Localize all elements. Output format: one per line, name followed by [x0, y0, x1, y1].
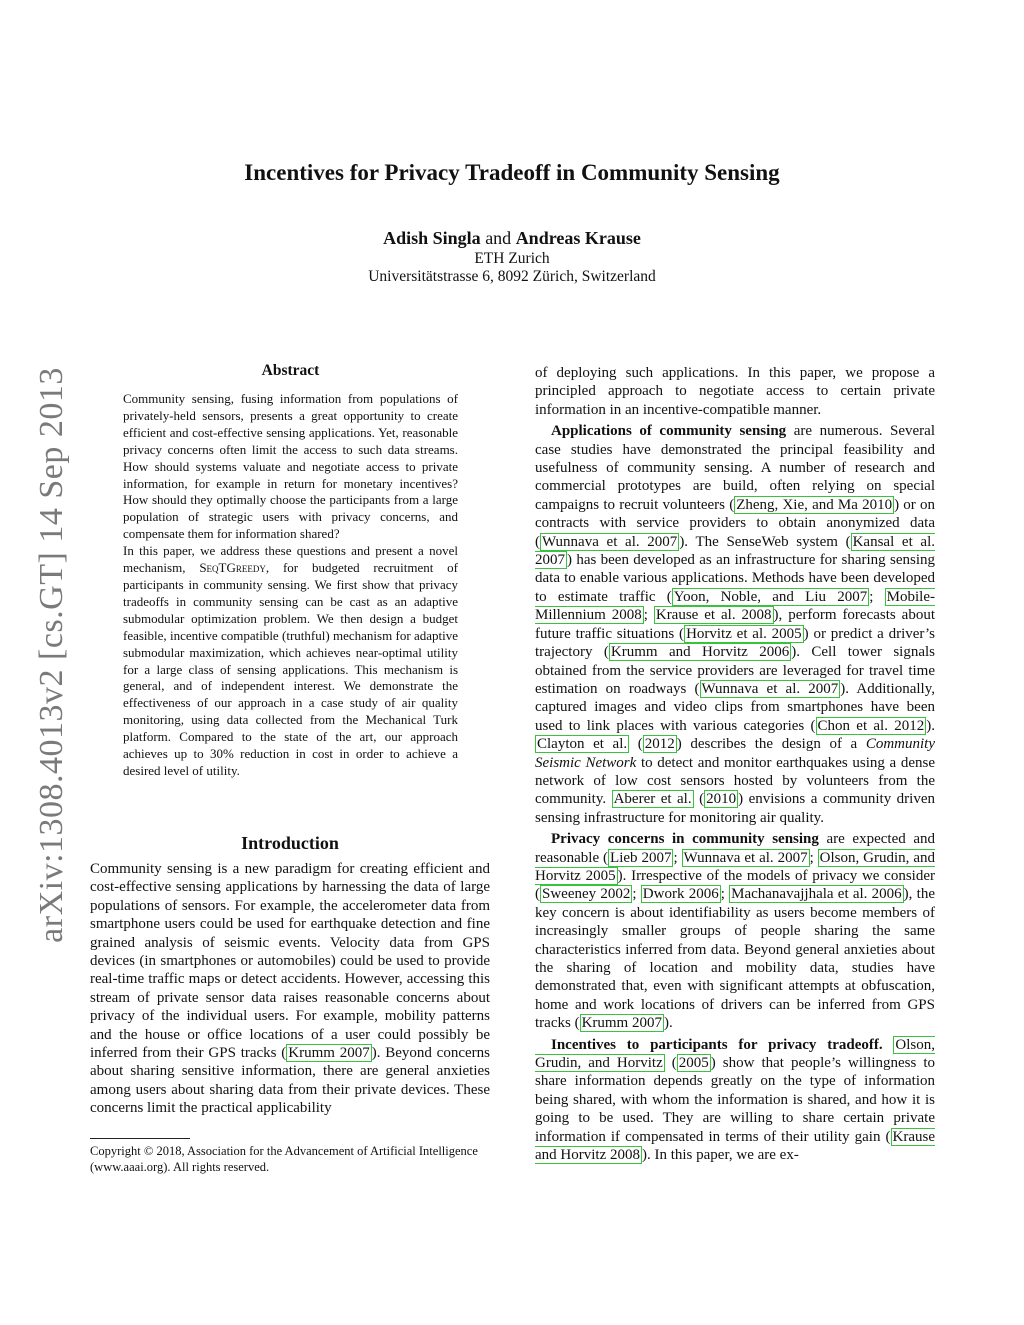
citation-link[interactable]: Yoon, Noble, and Liu 2007	[673, 588, 868, 605]
citation-link[interactable]: Krause and Horvitz 2008	[535, 1128, 935, 1164]
citation-link[interactable]: Aberer et al.	[613, 791, 692, 808]
section-heading-introduction: Introduction	[241, 833, 339, 853]
citation-link[interactable]: Kansal et al. 2007	[535, 533, 935, 569]
footnote-rule	[90, 1138, 190, 1139]
paragraph: of deploying such applications. In this paper, we propose a principled approach to negotiate access to certain private information in an incentive-compatible manner.	[535, 365, 935, 418]
citation-link[interactable]: Lieb 2007	[610, 849, 672, 866]
citation-link[interactable]: 2005	[678, 1055, 709, 1072]
citation-link[interactable]: Krumm 2007	[581, 1015, 662, 1032]
author-name: Adish Singla	[383, 228, 481, 248]
abstract-paragraph: Community sensing, fusing information from populations of privately-held sensors, presents a great opportunity to create efficient and cost-effective sensing applications. Yet, reasonable privacy concerns often limit the access to such data streams. How should systems valuate and negotiate access to private information, for example in return for monetary incentives? How should they optimally choose the participants from a large population of strategic users with privacy concerns, and compensate them for information shared?	[123, 391, 458, 542]
citation-link[interactable]: Horvitz et al. 2005	[686, 625, 802, 642]
author-conjunction: and	[485, 228, 512, 248]
left-column-body	[90, 860, 490, 1118]
citation-link[interactable]: Dwork 2006	[642, 886, 719, 903]
citation-link[interactable]: Wunnava et al. 2007	[683, 849, 808, 866]
paragraph-heading: Privacy concerns in community sensing	[551, 831, 819, 848]
author-line	[0, 228, 1024, 249]
citation-link[interactable]: Clayton et al.	[537, 736, 628, 753]
mechanism-name: SeqTGreedy	[199, 560, 266, 576]
citation-link[interactable]: Krumm 2007	[288, 1045, 370, 1062]
author-name: Andreas Krause	[515, 228, 641, 248]
abstract-section	[123, 362, 458, 780]
citation-link[interactable]: Olson, Grudin, and Horvitz	[535, 1036, 935, 1072]
abstract-heading: Abstract	[261, 362, 320, 379]
citation-link[interactable]: Zheng, Xie, and Ma 2010	[736, 496, 893, 513]
intro-paragraph: Community sensing is a new paradigm for creating efficient and cost-effective sensing applications by harnessing the data of large populations of sensors. For example, the accelerometer data from smartphone users could be used for earthquake detection and fine grained analysis of seismic events. Velocity data from GPS devices (in smartphones or automobiles) could be used to provide real-time traffic maps or detect accidents. However, accessing this stream of private sensor data raises reasonable concerns about privacy of the individual users. For example, mobility patterns and the house or office locations of a user could possibly be inferred from their GPS tracks ( Krumm 2007 ). Beyond concerns about sharing sensitive information, there are general anxieties among users about sharing data from their private devices. These concerns limit the practical applicability	[90, 861, 490, 1117]
institution: ETH Zurich	[474, 250, 550, 267]
address: Universitätstrasse 6, 8092 Zürich, Switzerland	[368, 268, 656, 285]
citation-link[interactable]: Olson, Grudin, and Horvitz 2005	[535, 849, 935, 884]
paragraph-applications: Applications of community sensing are numerous. Several case studies have demonstrated the principal feasibility and usefulness of community sensing. A number of research and commercial prototypes are build, often relying on special campaigns to recruit volunteers ( Zheng, Xie, and Ma 2010 ) or on contracts with service providers to obtain anonymized data ( Wunnava et al. 2007 ). The SenseWeb system ( Kansal et al. 2007 ) has been developed as an infrastructure for sharing sensing data to enable various applications. Methods have been developed to estimate traffic ( Yoon, Noble, and Liu 2007 ; Mobile-Millennium 2008 ; Krause et al. 2008 ), perform forecasts about future traffic situations ( Horvitz et al. 2005 ) or predict a driver’s trajectory ( Krumm and Horvitz 2006 ). Cell tower signals obtained from the service providers are leveraged for travel time estimation on roadways ( Wunnava et al. 2007 ). Additionally, captured images and video clips from smartphones have been used to link places with various categories ( Chon et al. 2012 ). Clayton et al. ( 2012 ) describes the design of a Community Seismic Network to detect and monitor earthquakes using a dense network of low cost sensors hosted by volunteers from the community. Aberer et al. ( 2010 ) envisions a community driven sensing infrastructure for monitoring air quality.	[535, 423, 936, 826]
citation-link[interactable]: Wunnava et al. 2007	[542, 533, 678, 550]
abstract-paragraph: In this paper, we address these questions and present a novel mechanism, SeqTGreedy, for budgeted recruitment of participants in community sensing. We first show that privacy tradeoffs in community sensing can be cast as an adaptive submodular optimization problem. We then design a budget feasible, incentive compatible (truthful) mechanism for adaptive submodular maximization, which achieves near-optimal utility for a large class of sensing applications. This mechanism is general, and of independent interest. We demonstrate the effectiveness of our approach in a case study of air quality monitoring, using data collected from the Mechanical Turk platform. Compared to the state of the art, our approach achieves up to 30% reduction in cost in order to achieve a desired level of utility.	[123, 543, 459, 778]
citation-link[interactable]: Chon et al. 2012	[817, 717, 925, 734]
paper-title: Incentives for Privacy Tradeoff in Community Sensing	[244, 160, 780, 185]
citation-link[interactable]: Wunnava et al. 2007	[701, 680, 839, 697]
citation-link[interactable]: Mobile-Millennium 2008	[535, 588, 935, 624]
citation-link[interactable]: 2010	[706, 791, 737, 808]
paragraph-incentives: Incentives to participants for privacy tradeoff. Olson, Grudin, and Horvitz ( 2005 ) show that people’s willingness to share information depends greatly on the type of information being shared, with whom the information is shared, and how it is going to be used. They are willing to share certain private information if compensated in terms of their utility gain ( Krause and Horvitz 2008 ). In this paper, we are ex-	[535, 1036, 935, 1164]
citation-link[interactable]: 2012	[644, 736, 675, 753]
paragraph-heading: Incentives to participants for privacy tradeoff.	[551, 1036, 883, 1053]
citation-link[interactable]: Krause et al. 2008	[655, 607, 772, 624]
citation-link[interactable]: Krumm and Horvitz 2006	[610, 644, 790, 661]
paragraph-privacy: Privacy concerns in community sensing are expected and reasonable ( Lieb 2007 ; Wunnava et al. 2007 ; Olson, Grudin, and Horvitz 2005 ). Irrespective of the models of privacy we consider ( Sweeney 2002 ; Dwork 2006 ; Machanavajjhala et al. 2006 ), the key concern is about identifiability as users become members of increasingly smaller groups of people sharing the same characteristics inferred from data. Beyond general anxieties about the sharing of location and mobility data, studies have demonstrated that, even with significant attempts at obfuscation, home and work locations of drivers can be inferred from GPS tracks ( Krumm 2007 ).	[535, 831, 935, 1032]
citation-link[interactable]: Sweeney 2002	[542, 886, 631, 903]
paragraph-heading: Applications of community sensing	[551, 423, 787, 440]
copyright-footnote: Copyright © 2018, Association for the Advancement of Artificial Intelligence (www.aaai.org). All rights reserved.	[90, 1138, 490, 1175]
citation-link[interactable]: Machanavajjhala et al. 2006	[731, 886, 902, 903]
right-column-body	[535, 364, 935, 1164]
